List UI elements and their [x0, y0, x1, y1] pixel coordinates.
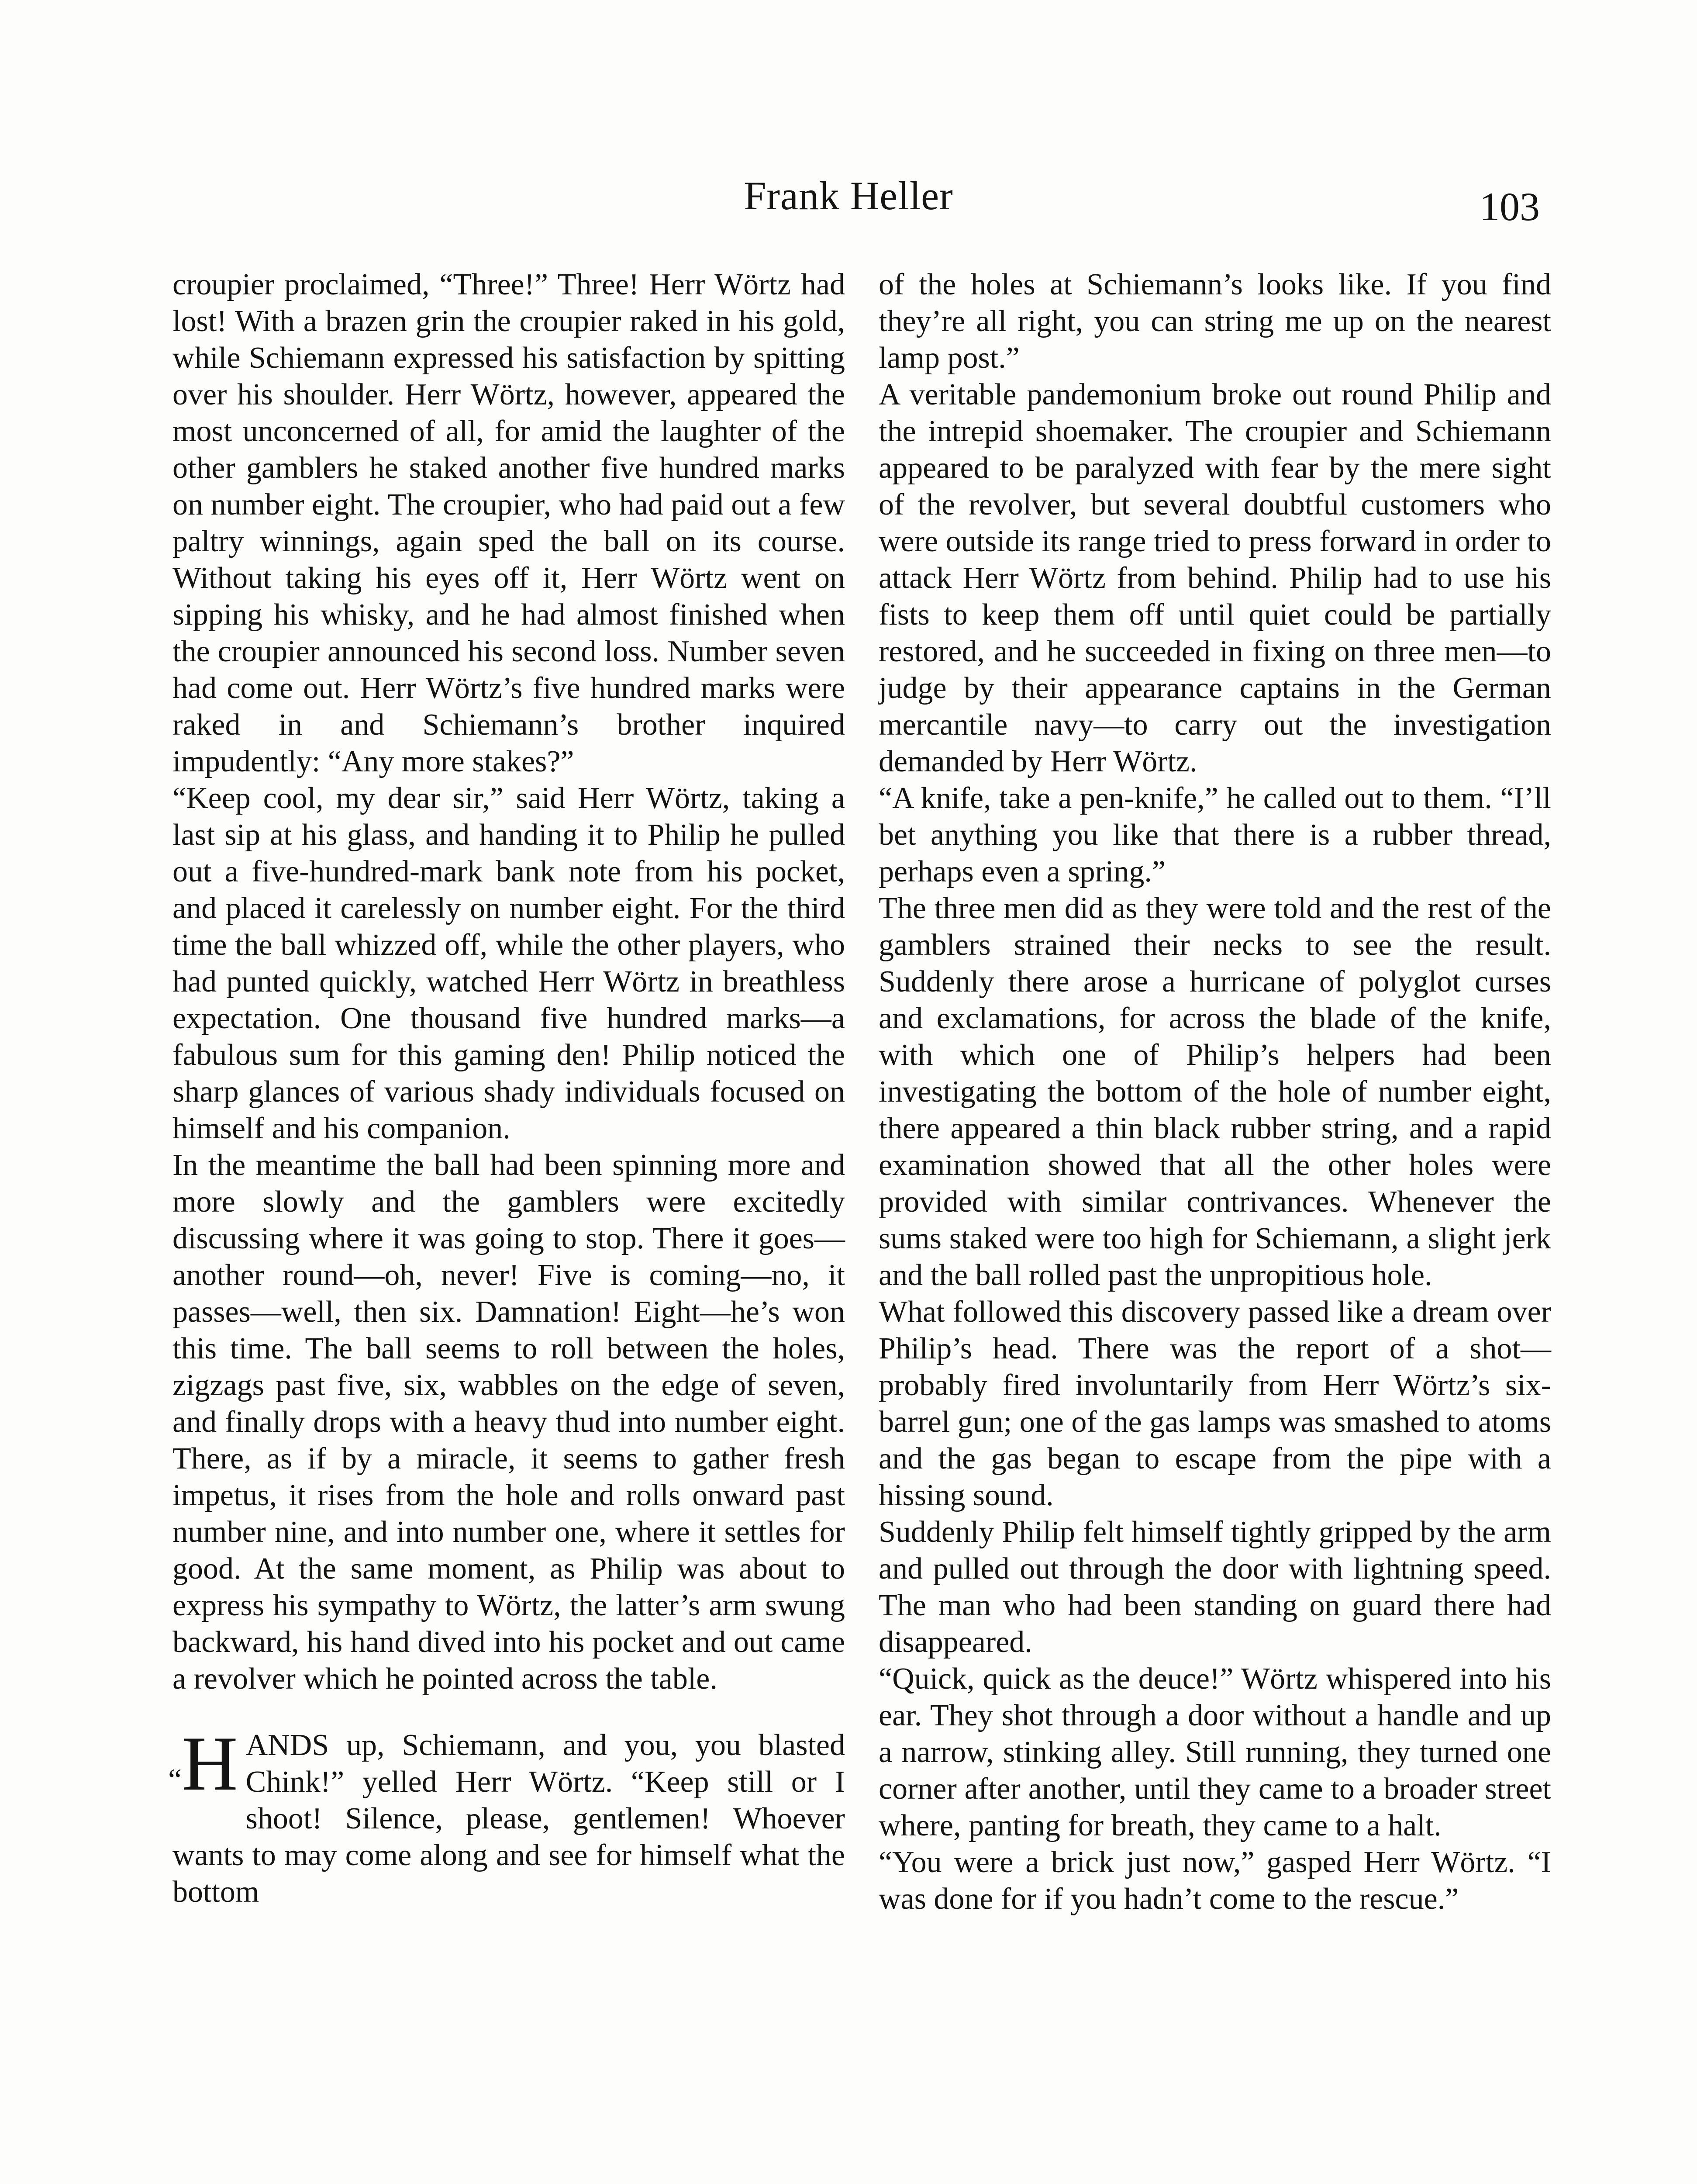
- paragraph: “Keep cool, my dear sir,” said Herr Wörtz, taking a last sip at his glass, and handing it to Philip he pulled out a five-hundred-mark bank note from his pocket, and placed it carelessly on number eight. For the third time the ball whizzed off, while the other players, who had punted quickly, watched Herr Wörtz in breathless expectation. One thousand five hundred marks—a fabulous sum for this gaming den! Philip noticed the sharp glances of various shady individuals focused on himself and his companion.: [172, 781, 845, 1145]
- paragraph: In the meantime the ball had been spinning more and more slowly and the gamblers were excitedly discussing where it was going to stop. There it goes—another round—oh, never! Five is coming—no, it passes—well, then six. Damnation! Eight—he’s won this time. The ball seems to roll between the holes, zigzags past five, six, wabbles on the edge of seven, and finally drops with a heavy thud into number eight. There, as if by a miracle, it seems to gather fresh impetus, it rises from the hole and rolls onward past number nine, and into number one, where it settles for good. At the same moment, as Philip was about to express his sympathy to Wörtz, the latter’s arm swung backward, his hand dived into his pocket and out came a revolver which he pointed across the table.: [172, 1148, 845, 1696]
- paragraph: “A knife, take a pen-knife,” he called out to them. “I’ll bet anything you like that there is a rubber thread, perhaps even a spring.”: [879, 781, 1551, 888]
- paragraph: A veritable pandemonium broke out round Philip and the intrepid shoemaker. The croupier and Schiemann appeared to be paralyzed with fear by the mere sight of the revolver, but several doubtful customers who were outside its range tried to press forward in order to attack Herr Wörtz from behind. Philip had to use his fists to keep them off until quiet could be partially restored, and he succeeded in fixing on three men—to judge by their appearance captains in the German mercantile navy—to carry out the investigation demanded by Herr Wörtz.: [879, 378, 1551, 778]
- section-paragraph: [168, 1720, 845, 1911]
- right-column: [879, 266, 1551, 1918]
- drop-cap: [168, 1720, 238, 1813]
- paragraph: “Quick, quick as the deuce!” Wörtz whispered into his ear. They shot through a door without a handle and up a narrow, stinking alley. Still running, they turned one corner after another, until they came to a broader street where, panting for breath, they came to a halt.: [879, 1662, 1551, 1842]
- paragraph: “You were a brick just now,” gasped Herr Wörtz. “I was done for if you hadn’t come to the rescue.”: [879, 1845, 1551, 1916]
- paragraph: What followed this discovery passed like a dream over Philip’s head. There was the report of a shot—probably fired involuntarily from Herr Wörtz’s six-barrel gun; one of the gas lamps was smashed to atoms and the gas began to escape from the pipe with a hissing sound.: [879, 1295, 1551, 1512]
- page-number: 103: [1480, 184, 1540, 229]
- paragraph: Suddenly Philip felt himself tightly gripped by the arm and pulled out through the door with lightning speed. The man who had been standing on guard there had disappeared.: [879, 1515, 1551, 1659]
- running-title: Frank Heller: [744, 173, 953, 218]
- drop-cap-letter: H: [182, 1720, 238, 1807]
- open-quote: “: [168, 1763, 182, 1797]
- left-column: [168, 266, 845, 1911]
- paragraph: croupier proclaimed, “Three!” Three! Herr Wörtz had lost! With a brazen grin the croupier raked in his gold, while Schiemann expressed his satisfaction by spitting over his shoulder. Herr Wörtz, however, appeared the most unconcerned of all, for amid the laughter of the other gamblers he staked another five hundred marks on number eight. The croupier, who had paid out a few paltry winnings, again sped the ball on its course. Without taking his eyes off it, Herr Wörtz went on sipping his whisky, and he had almost finished when the croupier announced his second loss. Number seven had come out. Herr Wörtz’s five hundred marks were raked in and Schiemann’s brother inquired impudently: “Any more stakes?”: [172, 268, 845, 778]
- paragraph: The three men did as they were told and the rest of the gamblers strained their necks to see the result. Suddenly there arose a hurricane of polyglot curses and exclamations, for across the blade of the knife, with which one of Philip’s helpers had been investigating the bottom of the hole of number eight, there appeared a thin black rubber string, and a rapid examination showed that all the other holes were provided with similar contrivances. Whenever the sums staked were too high for Schiemann, a slight jerk and the ball rolled past the unpropitious hole.: [879, 892, 1551, 1292]
- paragraph: of the holes at Schiemann’s looks like. If you find they’re all right, you can string me up on the nearest lamp post.”: [879, 268, 1551, 375]
- section-text: ANDS up, Schiemann, and you, you blasted Chink!” yelled Herr Wörtz. “Keep still or I shoot! Silence, please, gentlemen! Whoever wants to may come along and see for himself what the bottom: [172, 1728, 845, 1909]
